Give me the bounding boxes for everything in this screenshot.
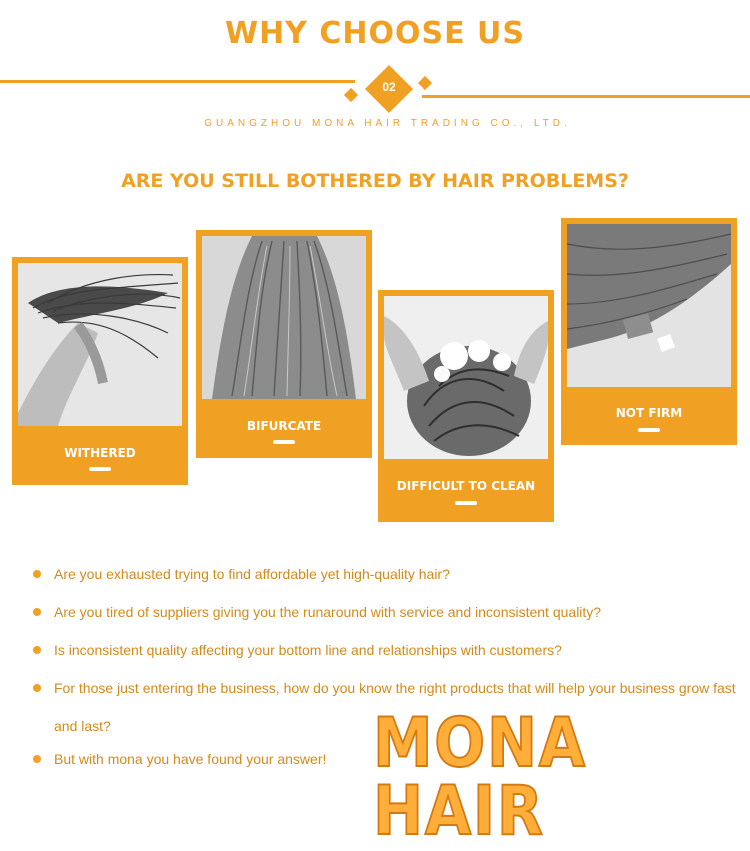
withered-hair-photo — [18, 263, 182, 426]
divider-right — [422, 95, 750, 98]
problem-card-not-firm — [561, 218, 737, 445]
bullet-icon — [33, 570, 41, 578]
list-item: Are you exhausted trying to find affordable yet high-quality hair? — [30, 562, 750, 600]
card-underline — [455, 501, 477, 505]
list-item: Are you tired of suppliers giving you the runaround with service and inconsistent quality? — [30, 600, 750, 638]
lace-base-photo — [567, 224, 731, 387]
divider-left — [0, 80, 355, 83]
list-item: But with mona you have found your answer! — [30, 747, 750, 785]
bullet-icon — [33, 684, 41, 692]
diamond-left-icon — [344, 88, 358, 102]
bullet-icon — [33, 608, 41, 616]
problem-card-difficult-to-clean — [378, 290, 554, 522]
bifurcate-hair-photo — [202, 236, 366, 399]
card-underline — [89, 467, 111, 471]
diamond-right-icon — [418, 76, 432, 90]
card-label: WITHERED — [64, 446, 136, 460]
problem-card-bifurcate — [196, 230, 372, 458]
company-name: GUANGZHOU MONA HAIR TRADING CO., LTD. — [204, 118, 571, 129]
brand-logo: MONA HAIR — [373, 704, 587, 851]
problem-card-withered — [12, 257, 188, 485]
card-label: BIFURCATE — [246, 419, 322, 433]
section-number: 02 — [382, 80, 396, 94]
section-subtitle: ARE YOU STILL BOTHERED BY HAIR PROBLEMS? — [121, 170, 629, 192]
washing-hair-photo — [384, 296, 548, 459]
page-title: WHY CHOOSE US — [224, 16, 525, 51]
list-item: For those just entering the business, how do you know the right products that will help your business grow fast and last? — [30, 669, 740, 747]
bullet-icon — [33, 646, 41, 654]
bullet-icon — [33, 755, 41, 763]
card-underline — [638, 428, 660, 432]
card-underline — [273, 440, 295, 444]
card-label: NOT FIRM — [615, 406, 683, 420]
card-label: DIFFICULT TO CLEAN — [396, 479, 536, 493]
list-item: Is inconsistent quality affecting your bottom line and relationships with customers? — [30, 638, 750, 676]
